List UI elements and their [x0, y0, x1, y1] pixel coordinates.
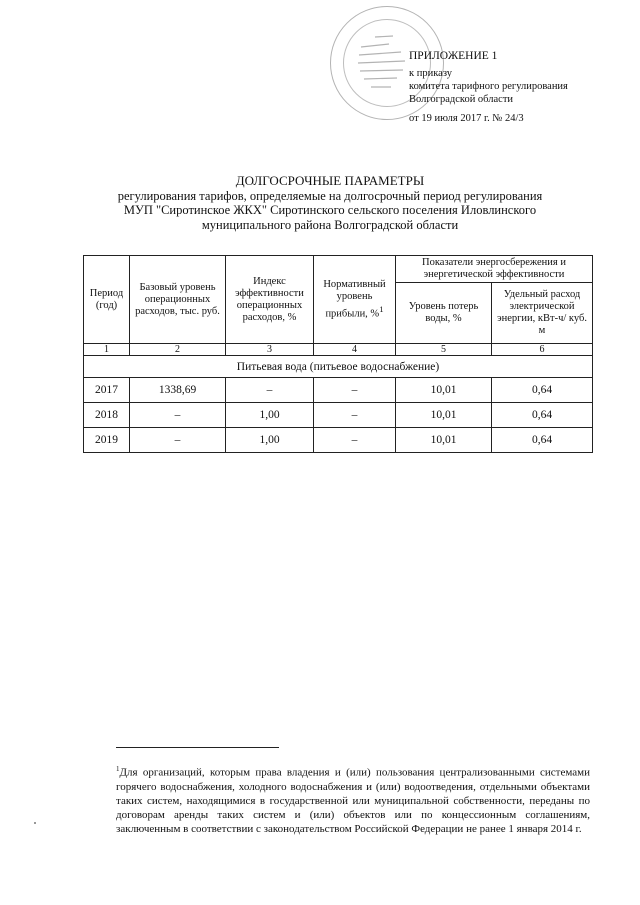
- appendix-line-region: Волгоградской области: [409, 94, 514, 105]
- table-row: [84, 428, 593, 453]
- footnote-marker: 1: [116, 765, 120, 773]
- cell-water-loss: 10,01: [396, 378, 492, 403]
- column-number: 3: [226, 344, 314, 356]
- header-water-loss: Уровень потерь воды, %: [396, 283, 492, 344]
- cell-power-consumption: 0,64: [492, 403, 593, 428]
- cell-year: 2017: [84, 378, 130, 403]
- table-row: [84, 403, 593, 428]
- parameters-table: [83, 255, 593, 453]
- footnote-divider: [116, 747, 279, 748]
- column-number-row: [84, 344, 593, 356]
- cell-base-level: –: [130, 403, 226, 428]
- header-efficiency-index: Индекс эффективности операционных расходов, %: [226, 256, 314, 344]
- cell-profit-level: –: [314, 428, 396, 453]
- scan-speck: [34, 822, 36, 824]
- heading-line-1: регулирования тарифов, определяемые на долгосрочный период регулирования: [117, 188, 543, 203]
- heading-line-2: МУП "Сиротинское ЖКХ" Сиротинского сельского поселения Иловлинского: [123, 203, 537, 217]
- header-profit-level: [314, 256, 396, 344]
- column-number: 5: [396, 344, 492, 356]
- document-title: ДОЛГОСРОЧНЫЕ ПАРАМЕТРЫ: [235, 173, 425, 188]
- cell-water-loss: 10,01: [396, 403, 492, 428]
- cell-power-consumption: 0,64: [492, 378, 593, 403]
- section-title: Питьевая вода (питьевое водоснабжение): [84, 356, 593, 378]
- cell-year: 2019: [84, 428, 130, 453]
- cell-efficiency-index: 1,00: [226, 428, 314, 453]
- heading-line-3: муниципального района Волгоградской области: [201, 217, 459, 232]
- cell-efficiency-index: 1,00: [226, 403, 314, 428]
- cell-profit-level: –: [314, 403, 396, 428]
- cell-power-consumption: 0,64: [492, 428, 593, 453]
- header-base-level: Базовый уровень операционных расходов, тыс. руб.: [130, 256, 226, 344]
- cell-year: 2018: [84, 403, 130, 428]
- column-number: 1: [84, 344, 130, 356]
- appendix-block: [409, 50, 634, 125]
- document-heading: [60, 174, 600, 232]
- appendix-line-order: к приказу: [409, 68, 452, 79]
- table-header-row: [84, 256, 593, 283]
- column-number: 4: [314, 344, 396, 356]
- appendix-line-committee: комитета тарифного регулирования: [409, 81, 568, 92]
- section-row: [84, 356, 593, 378]
- appendix-title: ПРИЛОЖЕНИЕ 1: [409, 50, 498, 62]
- cell-efficiency-index: –: [226, 378, 314, 403]
- footnote-text: Для организаций, которым права владения и (или) пользования централизованными системами горячего водоснабжения, холодного водоснабжения и (или) водоотведения, отдельными объектами таких систем, находящимися в государственной или муниципальной собственности, переданы по договорам аренды таких систем и (или) объектов или по концессионным соглашениям, заключенным в соответствии с законодательством Российской Федерации не ранее 1 января 2014 г.: [116, 766, 590, 835]
- cell-water-loss: 10,01: [396, 428, 492, 453]
- header-power-consumption: Удельный расход электрической энергии, кВт-ч/ куб. м: [492, 283, 593, 344]
- cell-base-level: 1338,69: [130, 378, 226, 403]
- footnote-reference: 1: [379, 303, 384, 314]
- header-profit-label: Нормативный уровень прибыли, %: [323, 278, 386, 320]
- header-period: Период (год): [84, 256, 130, 344]
- appendix-date: от 19 июля 2017 г. № 24/3: [409, 113, 524, 124]
- footnote: [116, 762, 590, 836]
- cell-profit-level: –: [314, 378, 396, 403]
- column-number: 2: [130, 344, 226, 356]
- header-energy-group: Показатели энергосбережения и энергетической эффективности: [396, 256, 593, 283]
- column-number: 6: [492, 344, 593, 356]
- cell-base-level: –: [130, 428, 226, 453]
- table-row: [84, 378, 593, 403]
